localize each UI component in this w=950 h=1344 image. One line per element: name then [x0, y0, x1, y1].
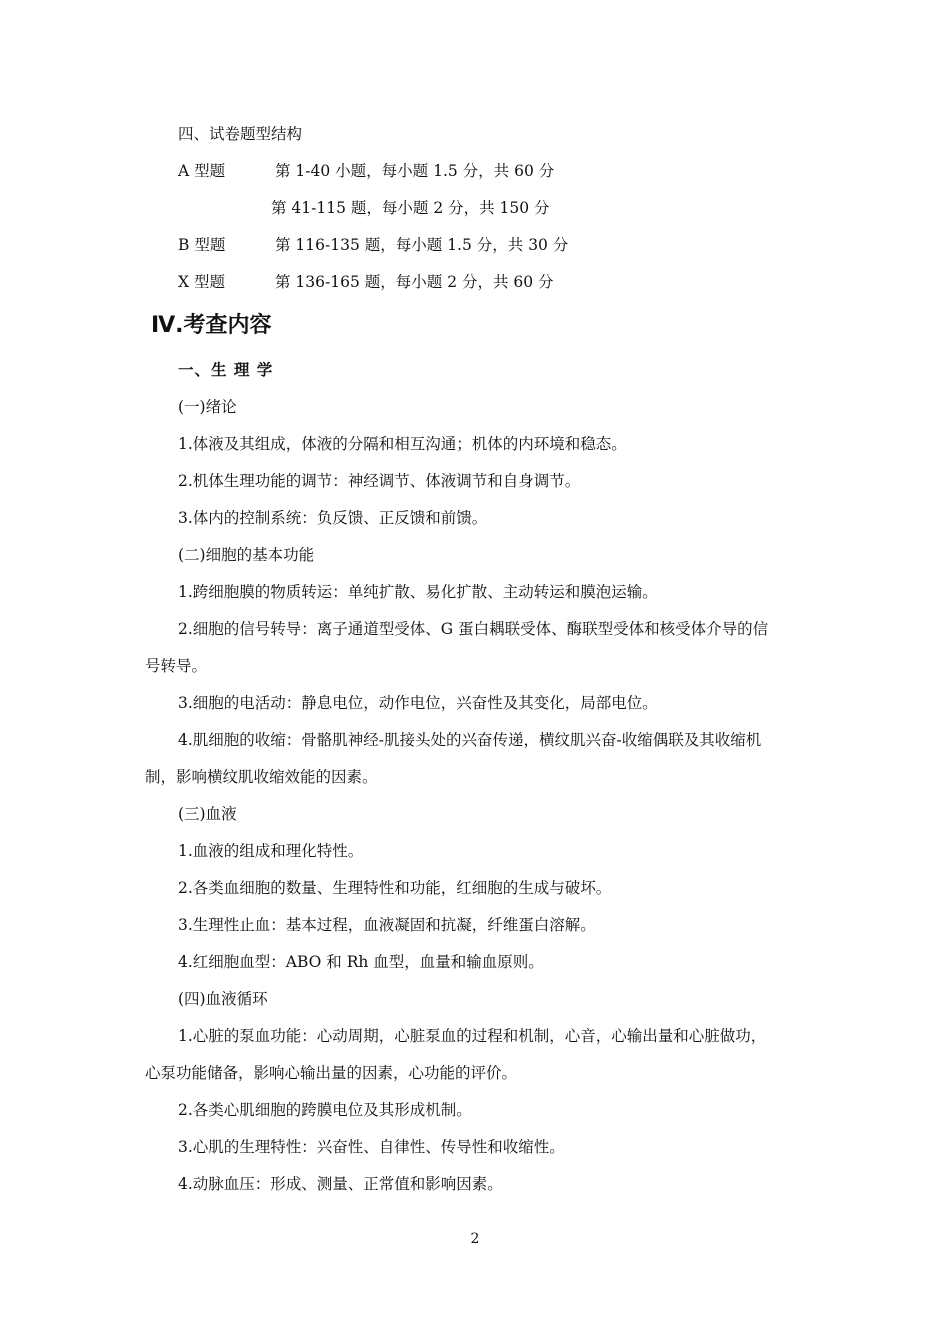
subsection-heading: (三)血液: [178, 805, 237, 823]
paragraph-line: 1.血液的组成和理化特性。: [178, 842, 364, 860]
question-type-detail: 第 116-135 题，每小题 1.5 分，共 30 分: [275, 236, 569, 254]
paragraph-line: 2.机体生理功能的调节：神经调节、体液调节和自身调节。: [178, 472, 581, 490]
paragraph-line: 4.红细胞血型：ABO 和 Rh 血型，血量和输血原则。: [178, 953, 544, 971]
subsection-heading: (一)绪论: [178, 398, 237, 416]
question-type-detail: 第 41-115 题，每小题 2 分，共 150 分: [271, 199, 550, 217]
section4-title: 四、试卷题型结构: [178, 125, 303, 143]
paragraph-line: 4.动脉血压：形成、测量、正常值和影响因素。: [178, 1175, 503, 1193]
paragraph-line: 3.心肌的生理特性：兴奋性、自律性、传导性和收缩性。: [178, 1138, 565, 1156]
paragraph-line: 号转导。: [145, 657, 208, 675]
question-type-label: A 型题: [178, 162, 226, 180]
paragraph-line: 2.各类血细胞的数量、生理特性和功能，红细胞的生成与破坏。: [178, 879, 612, 897]
paragraph-line: 3.生理性止血：基本过程，血液凝固和抗凝，纤维蛋白溶解。: [178, 916, 596, 934]
subsection-heading: (二)细胞的基本功能: [178, 546, 315, 564]
question-type-label: X 型题: [178, 273, 225, 291]
question-type-detail: 第 1-40 小题，每小题 1.5 分，共 60 分: [275, 162, 555, 180]
subsection-heading: (四)血液循环: [178, 990, 268, 1008]
paragraph-line: 1.心脏的泵血功能：心动周期，心脏泵血的过程和机制，心音，心输出量和心脏做功，: [178, 1027, 767, 1045]
paragraph-line: 制，影响横纹肌收缩效能的因素。: [145, 768, 378, 786]
paragraph-line: 3.细胞的电活动：静息电位，动作电位，兴奋性及其变化，局部电位。: [178, 694, 658, 712]
paragraph-line: 3.体内的控制系统：负反馈、正反馈和前馈。: [178, 509, 488, 527]
main-heading: Ⅳ.考查内容: [151, 313, 272, 338]
subject-heading: 一、生 理 学: [178, 361, 274, 379]
paragraph-line: 心泵功能储备，影响心输出量的因素，心功能的评价。: [145, 1064, 518, 1082]
question-type-detail: 第 136-165 题，每小题 2 分，共 60 分: [275, 273, 554, 291]
question-type-label: B 型题: [178, 236, 226, 254]
paragraph-line: 1.体液及其组成，体液的分隔和相互沟通；机体的内环境和稳态。: [178, 435, 627, 453]
paragraph-line: 2.各类心肌细胞的跨膜电位及其形成机制。: [178, 1101, 472, 1119]
page-number: 2: [470, 1231, 480, 1247]
paragraph-line: 2.细胞的信号转导：离子通道型受体、G 蛋白耦联受体、酶联型受体和核受体介导的信: [178, 620, 769, 638]
paragraph-line: 4.肌细胞的收缩：骨骼肌神经-肌接头处的兴奋传递，横纹肌兴奋-收缩偶联及其收缩机: [178, 731, 762, 749]
paragraph-line: 1.跨细胞膜的物质转运：单纯扩散、易化扩散、主动转运和膜泡运输。: [178, 583, 658, 601]
